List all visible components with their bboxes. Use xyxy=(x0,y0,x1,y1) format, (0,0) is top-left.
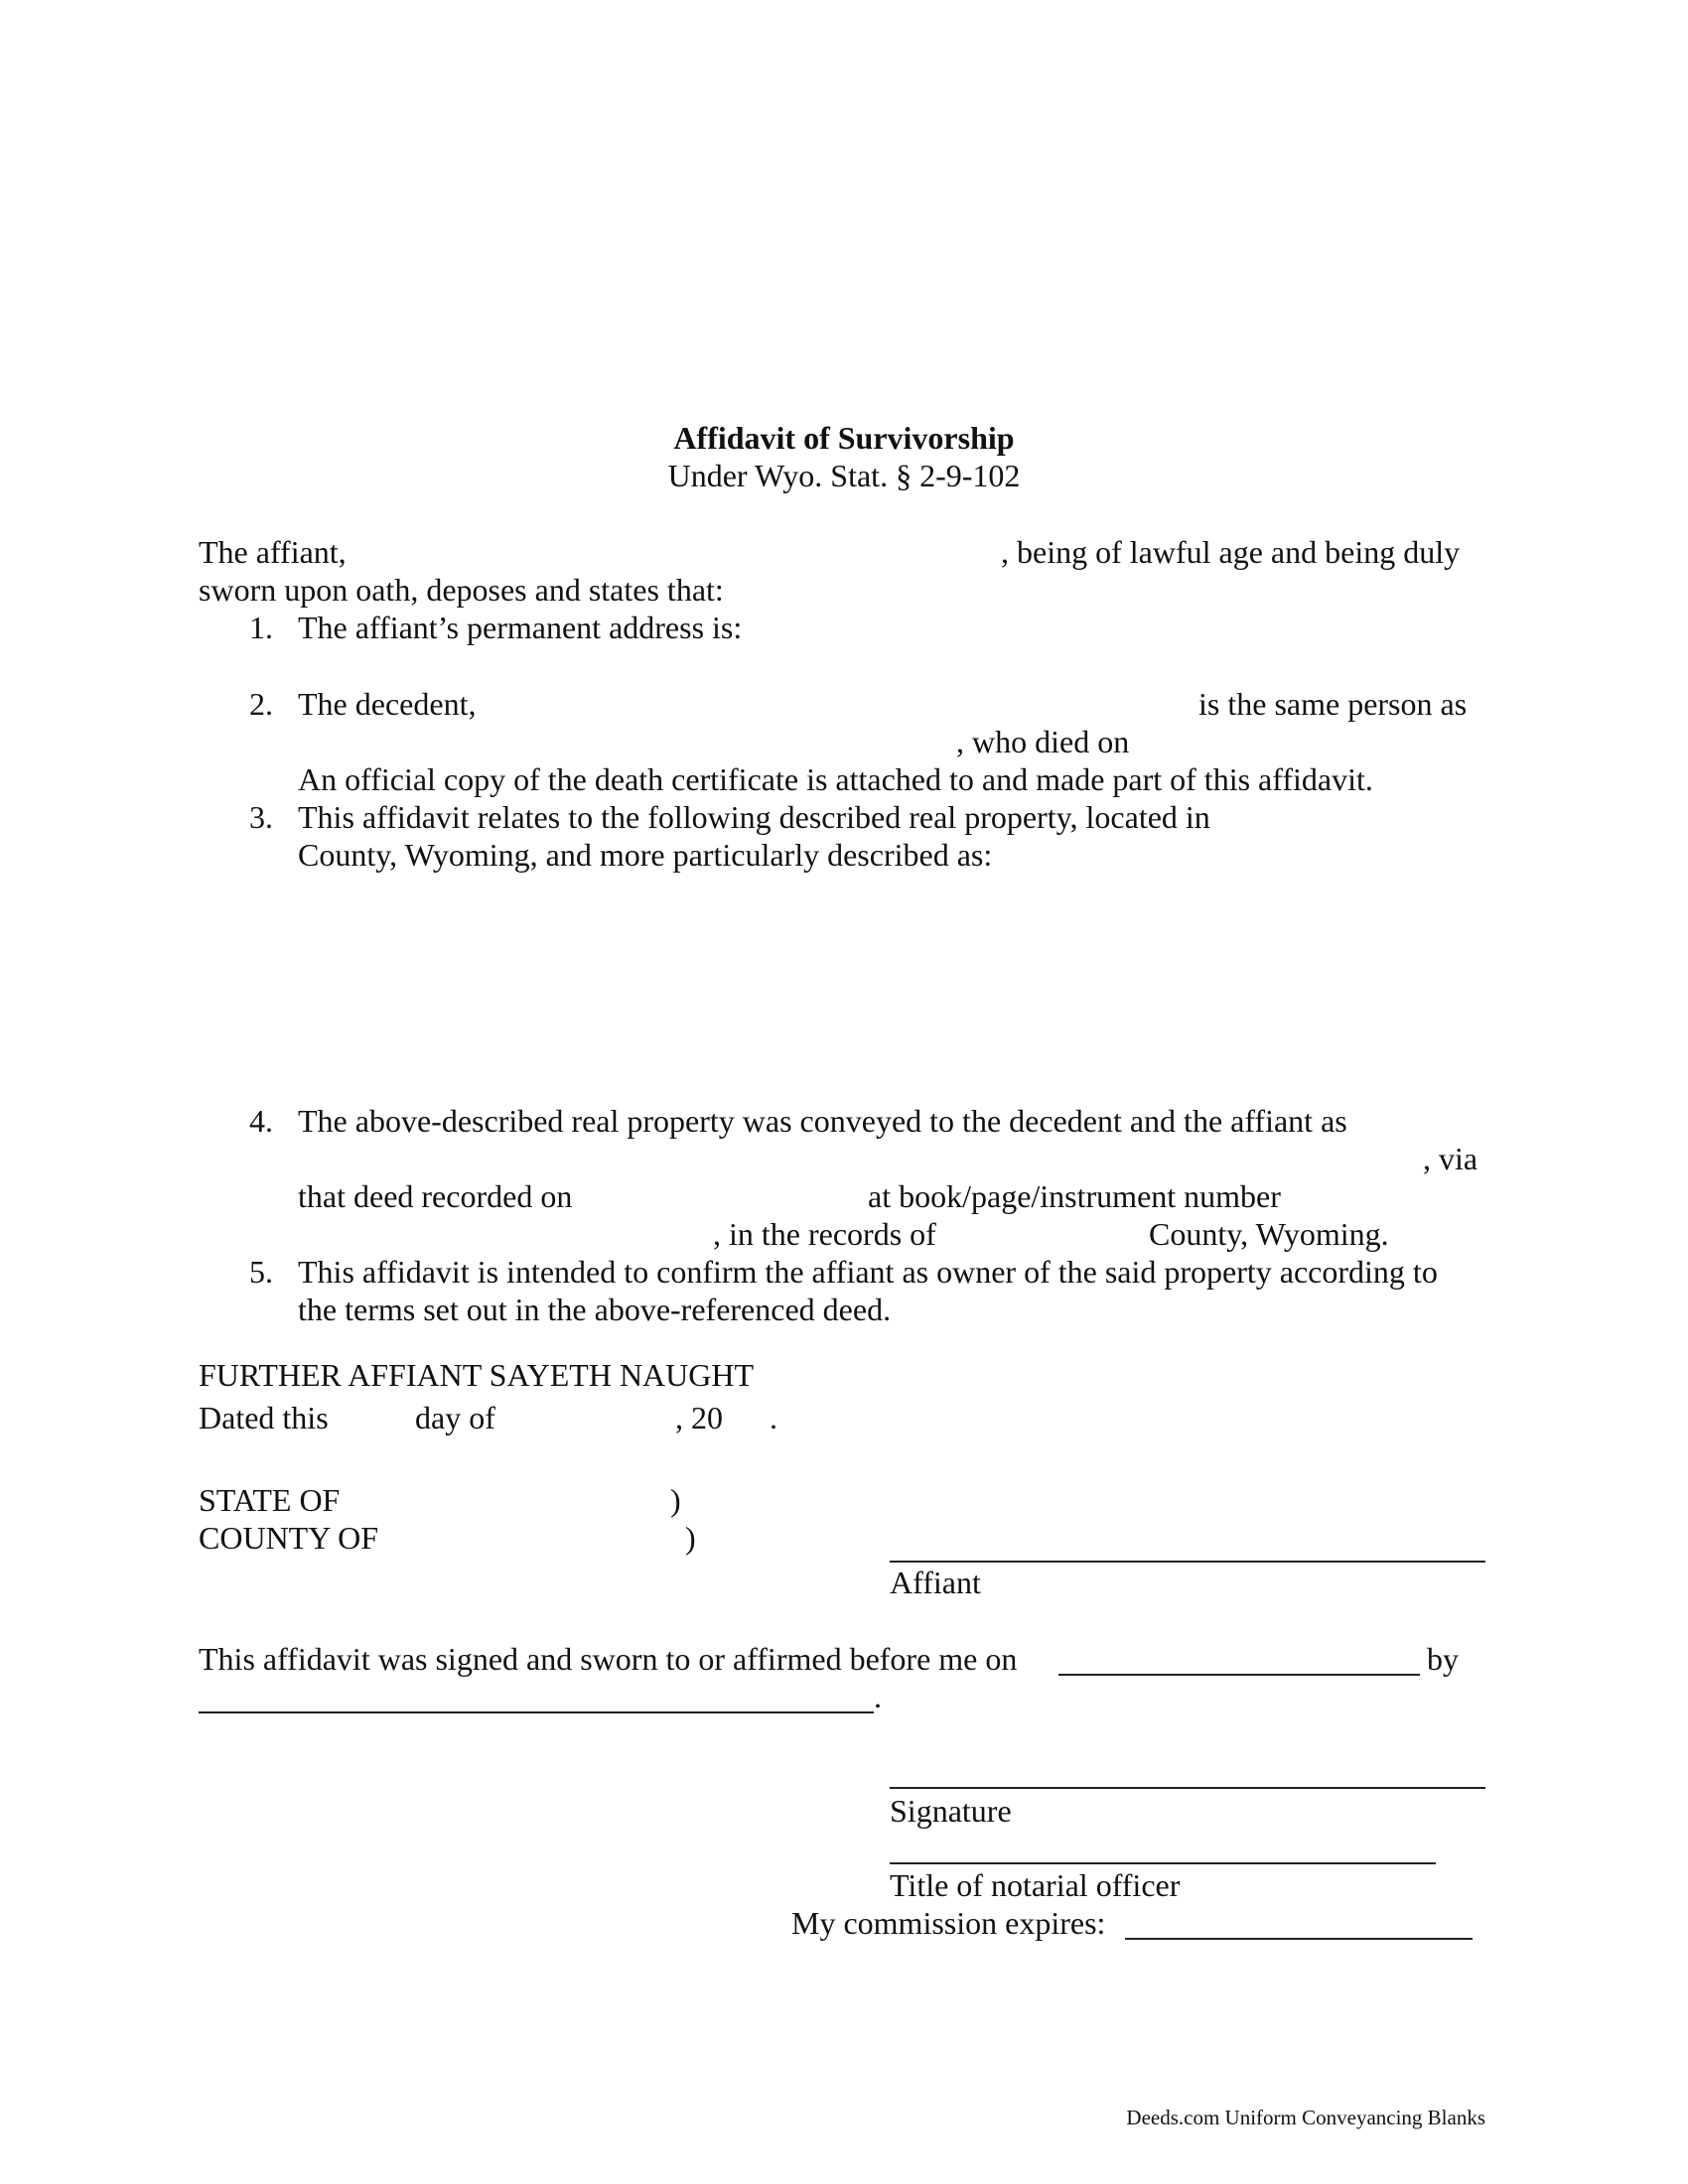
day-of-label: day of xyxy=(415,1400,495,1435)
document-subtitle: Under Wyo. Stat. § 2-9-102 xyxy=(667,458,1021,493)
item-4-conveyed-text: The above-described real property was conveyed to the decedent and the affiant as xyxy=(298,1103,1347,1139)
item-5-number: 5. xyxy=(249,1254,273,1290)
sworn-upon-oath-text: sworn upon oath, deposes and states that: xyxy=(199,572,724,608)
county-of-label: COUNTY OF xyxy=(199,1520,379,1556)
item-4-recorded-on-text: that deed recorded on xyxy=(298,1178,573,1214)
affiant-signature-line xyxy=(890,1561,1485,1563)
item-4-number: 4. xyxy=(249,1103,273,1139)
item-4-via-text: , via xyxy=(1423,1141,1478,1176)
state-of-paren: ) xyxy=(670,1482,681,1518)
acknowledgement-period: . xyxy=(874,1679,882,1714)
by-label: by xyxy=(1427,1641,1459,1677)
footer-text: Deeds.com Uniform Conveyancing Blanks xyxy=(1126,2106,1485,2129)
affiant-label-under-line: Affiant xyxy=(890,1565,981,1600)
acknowledgement-date-line xyxy=(1058,1674,1420,1676)
item-3-county-text: County, Wyoming, and more particularly described as: xyxy=(298,837,993,873)
item-4-records-of-text: , in the records of xyxy=(713,1216,936,1252)
notary-title-line xyxy=(890,1862,1436,1864)
item-2-same-person-text: is the same person as xyxy=(1198,686,1468,722)
item-4-county-wyoming-text: County, Wyoming. xyxy=(1149,1216,1389,1252)
commission-expires-label: My commission expires: xyxy=(791,1905,1106,1941)
affiant-label: The affiant, xyxy=(199,534,347,570)
title-of-notarial-officer-label: Title of notarial officer xyxy=(890,1867,1181,1903)
item-5-confirm-text: This affidavit is intended to confirm the affiant as owner of the said property according to xyxy=(298,1254,1438,1290)
county-of-paren: ) xyxy=(685,1520,696,1556)
item-2-death-certificate-text: An official copy of the death certificate is attached to and made part of this affidavit. xyxy=(298,761,1373,797)
year-prefix-label: , 20 xyxy=(675,1400,723,1435)
signature-label: Signature xyxy=(890,1793,1012,1829)
commission-expires-line xyxy=(1125,1938,1473,1940)
dated-this-label: Dated this xyxy=(199,1400,329,1435)
item-2-number: 2. xyxy=(249,686,273,722)
item-2-decedent-label: The decedent, xyxy=(298,686,477,722)
item-2-died-on-text: , who died on xyxy=(956,724,1130,759)
sworn-before-me-text: This affidavit was signed and sworn to or affirmed before me on xyxy=(199,1641,1018,1677)
item-3-number: 3. xyxy=(249,799,273,835)
state-of-label: STATE OF xyxy=(199,1482,341,1518)
acknowledged-by-line xyxy=(199,1711,874,1713)
item-5-terms-text: the terms set out in the above-referenced deed. xyxy=(298,1292,892,1327)
item-1-text: The affiant’s permanent address is: xyxy=(298,610,743,645)
item-4-book-page-text: at book/page/instrument number xyxy=(868,1178,1281,1214)
notary-signature-line xyxy=(890,1787,1485,1789)
item-3-property-text: This affidavit relates to the following described real property, located in xyxy=(298,799,1210,835)
further-affiant-text: FURTHER AFFIANT SAYETH NAUGHT xyxy=(199,1357,755,1393)
lawful-age-text: , being of lawful age and being duly xyxy=(1001,534,1461,570)
item-1-number: 1. xyxy=(249,610,273,645)
dated-period: . xyxy=(770,1400,777,1435)
document-title: Affidavit of Survivorship xyxy=(673,420,1015,456)
